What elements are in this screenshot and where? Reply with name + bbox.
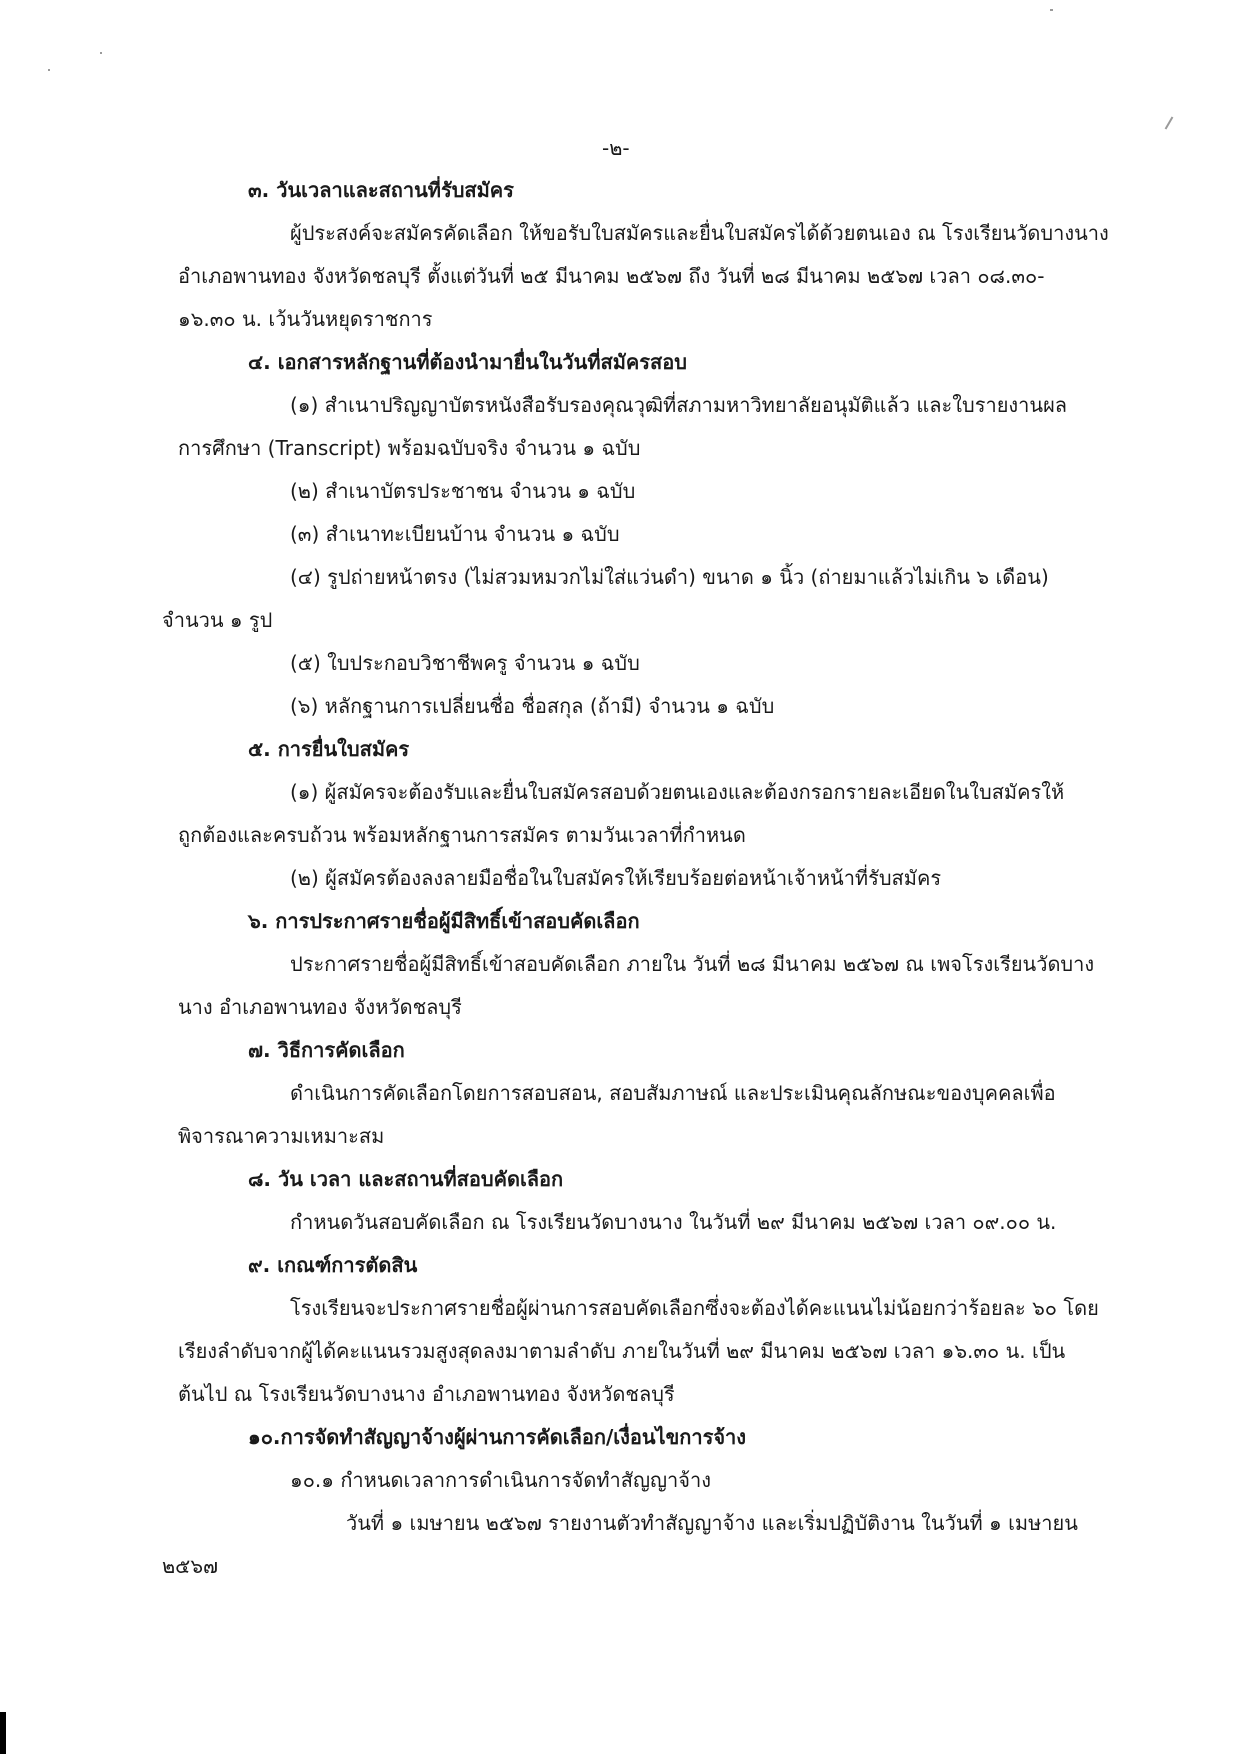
scan-speck	[48, 69, 50, 71]
section-heading-6: ๖. การประกาศรายชื่อผู้มีสิทธิ์เข้าสอบคัดเลือก	[248, 909, 640, 933]
section-heading-8: ๘. วัน เวลา และสถานที่สอบคัดเลือก	[248, 1167, 564, 1191]
paragraph-line: (๕) ใบประกอบวิชาชีพครู จำนวน ๑ ฉบับ	[290, 651, 640, 675]
paragraph-line: วันที่ ๑ เมษายน ๒๕๖๗ รายงานตัวทำสัญญาจ้าง และเริ่มปฏิบัติงาน ในวันที่ ๑ เมษายน	[346, 1511, 1078, 1535]
section-heading-3: ๓. วันเวลาและสถานที่รับสมัคร	[248, 178, 514, 202]
paragraph-line: (๓) สำเนาทะเบียนบ้าน จำนวน ๑ ฉบับ	[290, 522, 620, 546]
section-heading-9: ๙. เกณฑ์การตัดสิน	[248, 1253, 418, 1277]
paragraph-line: ดำเนินการคัดเลือกโดยการสอบสอน, สอบสัมภาษณ์ และประเมินคุณลักษณะของบุคคลเพื่อ	[290, 1081, 1056, 1105]
paragraph-line: (๑) ผู้สมัครจะต้องรับและยื่นใบสมัครสอบด้วยตนเองและต้องกรอกรายละเอียดในใบสมัครให้	[290, 780, 1065, 804]
paragraph-line: จำนวน ๑ รูป	[162, 608, 273, 632]
paragraph-line: ๑๖.๓๐ น. เว้นวันหยุดราชการ	[178, 307, 433, 331]
paragraph-line: (๑) สำเนาปริญญาบัตรหนังสือรับรองคุณวุฒิที่สภามหาวิทยาลัยอนุมัติแล้ว และใบรายงานผล	[290, 393, 1068, 417]
paragraph-line: อำเภอพานทอง จังหวัดชลบุรี ตั้งแต่วันที่ ๒๕ มีนาคม ๒๕๖๗ ถึง วันที่ ๒๘ มีนาคม ๒๕๖๗ เวลา ๐๘.๓๐-	[178, 264, 1045, 288]
paragraph-line: โรงเรียนจะประกาศรายชื่อผู้ผ่านการสอบคัดเลือกซึ่งจะต้องได้คะแนนไม่น้อยกว่าร้อยละ ๖๐ โดย	[290, 1296, 1099, 1320]
section-heading-10: ๑๐.การจัดทำสัญญาจ้างผู้ผ่านการคัดเลือก/เงื่อนไขการจ้าง	[248, 1425, 747, 1449]
page-number: -๒-	[602, 136, 630, 160]
paragraph-line: พิจารณาความเหมาะสม	[178, 1124, 385, 1148]
paragraph-line: (๔) รูปถ่ายหน้าตรง (ไม่สวมหมวกไม่ใส่แว่นดำ) ขนาด ๑ นิ้ว (ถ่ายมาแล้วไม่เกิน ๖ เดือน)	[290, 565, 1049, 589]
paragraph-line: ถูกต้องและครบถ้วน พร้อมหลักฐานการสมัคร ตามวันเวลาที่กำหนด	[178, 823, 746, 847]
paragraph-line: การศึกษา (Transcript) พร้อมฉบับจริง จำนวน ๑ ฉบับ	[178, 436, 641, 460]
paragraph-line: ประกาศรายชื่อผู้มีสิทธิ์เข้าสอบคัดเลือก ภายใน วันที่ ๒๘ มีนาคม ๒๕๖๗ ณ เพจโรงเรียนวัดบาง	[290, 952, 1095, 976]
paragraph-line: ๒๕๖๗	[162, 1554, 219, 1578]
paragraph-line: ต้นไป ณ โรงเรียนวัดบางนาง อำเภอพานทอง จังหวัดชลบุรี	[178, 1382, 675, 1406]
paragraph-line: นาง อำเภอพานทอง จังหวัดชลบุรี	[178, 995, 462, 1019]
section-heading-7: ๗. วิธีการคัดเลือก	[248, 1038, 405, 1062]
paragraph-line: ผู้ประสงค์จะสมัครคัดเลือก ให้ขอรับใบสมัครและยื่นใบสมัครได้ด้วยตนเอง ณ โรงเรียนวัดบางนาง	[290, 221, 1109, 245]
paragraph-line: กำหนดวันสอบคัดเลือก ณ โรงเรียนวัดบางนาง ในวันที่ ๒๙ มีนาคม ๒๕๖๗ เวลา ๐๙.๐๐ น.	[290, 1210, 1057, 1234]
scan-speck	[1165, 116, 1174, 129]
scan-speck	[100, 52, 102, 54]
scan-speck	[1050, 9, 1053, 11]
paragraph-line: ๑๐.๑ กำหนดเวลาการดำเนินการจัดทำสัญญาจ้าง	[290, 1468, 711, 1492]
paragraph-line: เรียงลำดับจากผู้ได้คะแนนรวมสูงสุดลงมาตามลำดับ ภายในวันที่ ๒๙ มีนาคม ๒๕๖๗ เวลา ๑๖.๓๐ น. เป็น	[178, 1339, 1066, 1363]
section-heading-4: ๔. เอกสารหลักฐานที่ต้องนำมายื่นในวันที่สมัครสอบ	[248, 350, 687, 374]
paragraph-line: (๖) หลักฐานการเปลี่ยนชื่อ ชื่อสกุล (ถ้ามี) จำนวน ๑ ฉบับ	[290, 694, 775, 718]
paragraph-line: (๒) ผู้สมัครต้องลงลายมือชื่อในใบสมัครให้เรียบร้อยต่อหน้าเจ้าหน้าที่รับสมัคร	[290, 866, 942, 890]
scan-edge-mark	[0, 1712, 6, 1754]
paragraph-line: (๒) สำเนาบัตรประชาชน จำนวน ๑ ฉบับ	[290, 479, 636, 503]
section-heading-5: ๕. การยื่นใบสมัคร	[248, 737, 410, 761]
